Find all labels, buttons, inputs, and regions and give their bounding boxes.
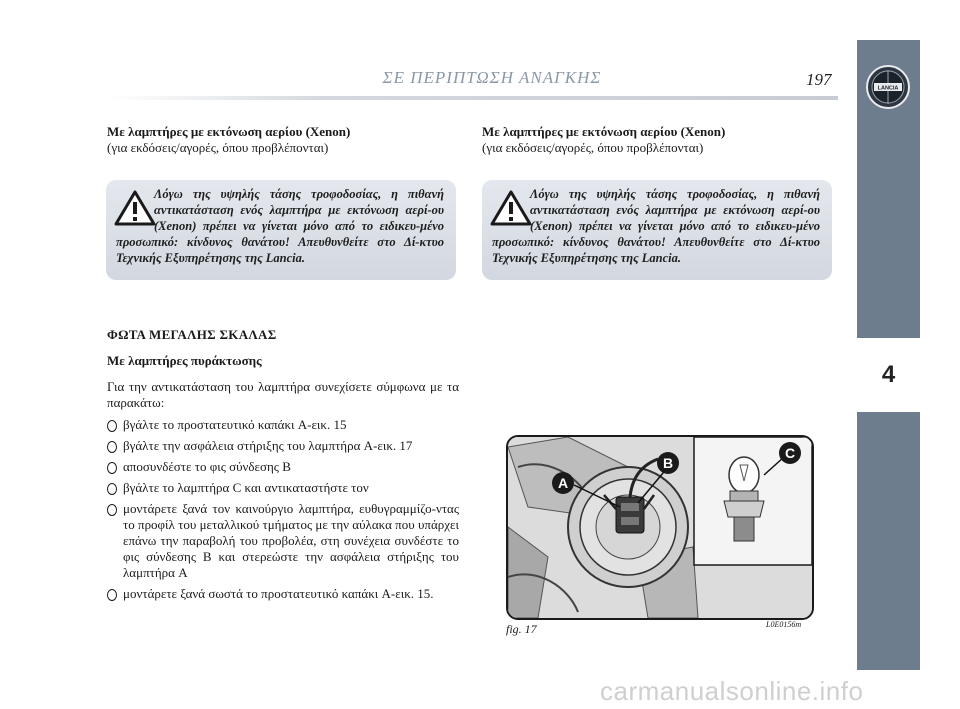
left-heading: Με λαμπτήρες με εκτόνωση αερίου (Xenon)	[107, 124, 351, 139]
list-item	[107, 586, 459, 602]
headlamp-figure	[506, 435, 814, 620]
step-text: μοντάρετε ξανά σωστά το προστατευτικό καπάκι A-εικ. 15.	[123, 586, 434, 601]
header-rule	[108, 96, 838, 100]
bullet-circle-icon	[107, 462, 117, 474]
high-beam-section	[107, 327, 459, 607]
left-column	[107, 124, 459, 156]
lancia-logo-icon	[865, 64, 911, 110]
callout-c: C	[784, 445, 796, 461]
left-warning-text: Λόγω της υψηλής τάσης τροφοδοσίας, η πιθανή αντικατάσταση ενός λαμπτήρα με εκτόνωση αερί-ου (Xenon) πρέπει να γίνεται μόνο από το ειδικευ-μένο προσωπικό: κίνδυνος θανάτου! Απευθυνθείτε στο Δί-κτυο Τεχνικής Εξυπηρέτησης της Lancia.	[116, 187, 444, 265]
right-subheading: (για εκδόσεις/αγορές, όπου προβλέπονται)	[482, 140, 704, 155]
bullet-circle-icon	[107, 589, 117, 601]
left-warning-box	[106, 180, 456, 280]
list-item	[107, 459, 459, 475]
chapter-number: 4	[857, 338, 920, 412]
right-heading: Με λαμπτήρες με εκτόνωση αερίου (Xenon)	[482, 124, 726, 139]
bullet-circle-icon	[107, 504, 117, 516]
figure-label: fig. 17	[506, 622, 537, 636]
logo-text: LANCIA	[877, 85, 899, 92]
callout-a: A	[557, 475, 569, 491]
section-title: ΦΩΤΑ ΜΕΓΑΛΗΣ ΣΚΑΛΑΣ	[107, 327, 277, 342]
bullet-circle-icon	[107, 441, 117, 453]
step-text: βγάλτε το λαμπτήρα C και αντικαταστήστε τον	[123, 480, 369, 495]
list-item	[107, 480, 459, 496]
headlamp-illustration	[508, 437, 812, 618]
bullet-circle-icon	[107, 420, 117, 432]
right-warning-text: Λόγω της υψηλής τάσης τροφοδοσίας, η πιθανή αντικατάσταση ενός λαμπτήρα με εκτόνωση αερί-ου (Xenon) πρέπει να γίνεται μόνο από το ειδικευ-μένο προσωπικό: κίνδυνος θανάτου! Απευθυνθείτε στο Δί-κτυο Τεχνικής Εξυπηρέτησης της Lancia.	[492, 187, 820, 265]
list-item	[107, 501, 459, 581]
page-number: 197	[806, 70, 832, 89]
section-subtitle: Με λαμπτήρες πυράκτωσης	[107, 353, 262, 368]
step-text: μοντάρετε ξανά τον καινούργιο λαμπτήρα, ευθυγραμμίζο-ντας το προφίλ του μεταλλικού τμήματος με την αύλακα που υπάρχει επάνω την παραβολή του προβολέα, στη συνέχεια συνδέστε το φις σύνδεσης B και στερεώστε την ασφάλεια στήριξης του λαμπτήρα A	[123, 501, 459, 580]
left-subheading: (για εκδόσεις/αγορές, όπου προβλέπονται)	[107, 140, 329, 155]
right-column	[482, 124, 834, 156]
running-header-title: ΣΕ ΠΕΡΙΠΤΩΣΗ ΑΝΑΓΚΗΣ	[382, 68, 602, 87]
list-item	[107, 438, 459, 454]
list-item	[107, 417, 459, 433]
step-text: βγάλτε την ασφάλεια στήριξης του λαμπτήρα A-εικ. 17	[123, 438, 413, 453]
step-text: αποσυνδέστε το φις σύνδεσης B	[123, 459, 291, 474]
figure-code: L0E0156m	[766, 620, 802, 629]
bullet-circle-icon	[107, 483, 117, 495]
section-intro: Για την αντικατάσταση του λαμπτήρα συνεχίσετε σύμφωνα με τα παρακάτω:	[107, 379, 459, 410]
steps-list	[107, 417, 459, 602]
watermark: carmanualsonline.info	[600, 676, 864, 706]
right-warning-box	[482, 180, 832, 280]
callout-b: B	[662, 455, 674, 471]
step-text: βγάλτε το προστατευτικό καπάκι A-εικ. 15	[123, 417, 347, 432]
